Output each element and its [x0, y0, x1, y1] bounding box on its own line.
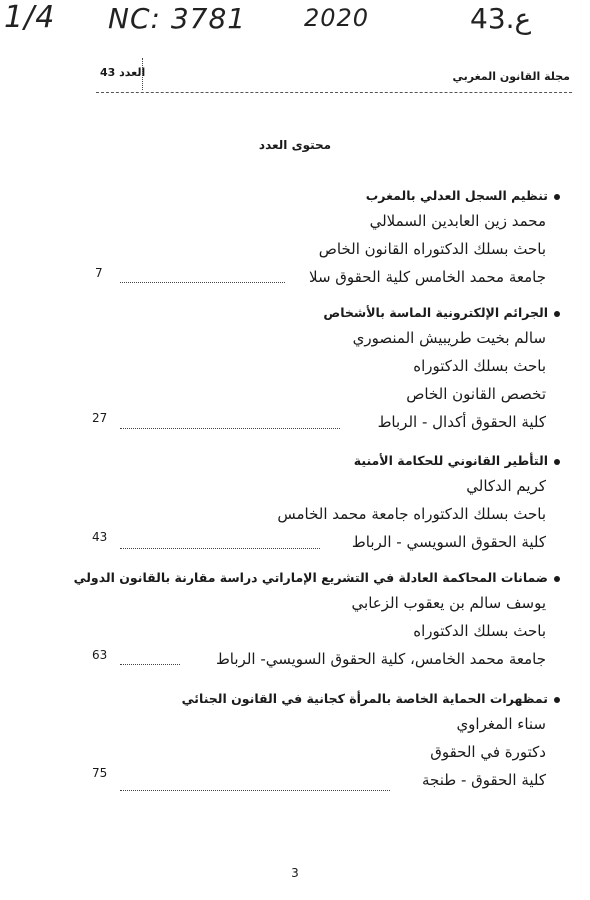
entry-title: الجرائم الإلكترونية الماسة بالأشخاص — [80, 302, 560, 324]
entry-title: التأطير القانوني للحكامة الأمنية — [80, 450, 560, 472]
dot-leader — [120, 282, 285, 283]
entry-author: يوسف سالم بن يعقوب الزعابي — [351, 594, 546, 612]
entry-line: جامعة محمد الخامس كلية الحقوق سلا — [309, 268, 546, 286]
bullet-icon — [554, 459, 560, 465]
handwritten-reference: 43.ع — [470, 2, 532, 35]
header-divider-mark — [142, 58, 144, 90]
entry-title: تمظهرات الحماية الخاصة بالمرأة كجانية في القانون الجنائي — [80, 688, 560, 710]
dot-leader — [120, 790, 390, 791]
bullet-icon — [554, 194, 560, 200]
entry-line: كلية الحقوق - طنجة — [422, 771, 546, 789]
handwritten-year: 2020 — [304, 4, 370, 32]
entry-line: تخصص القانون الخاص — [406, 385, 546, 403]
entry-author: سالم بخيت طريبيش المنصوري — [352, 329, 546, 347]
toc-entry — [80, 688, 560, 794]
dot-leader — [120, 664, 180, 665]
toc-entry — [80, 185, 560, 291]
bullet-icon — [554, 697, 560, 703]
bullet-icon — [554, 576, 560, 582]
handwritten-fraction: 1/4 — [4, 0, 56, 35]
entry-line: جامعة محمد الخامس، كلية الحقوق السويسي- الرباط — [215, 650, 546, 668]
entry-author: كريم الدكالي — [466, 477, 546, 495]
entry-line: باحث بسلك الدكتوراه — [413, 622, 546, 640]
header-rule — [96, 92, 572, 93]
entry-line: باحث بسلك الدكتوراه القانون الخاص — [318, 240, 546, 258]
issue-number: العدد 43 — [100, 66, 146, 79]
entry-line: دكتورة في الحقوق — [430, 743, 546, 761]
toc-entry — [80, 450, 560, 556]
toc-entry — [73, 567, 560, 673]
dot-leader — [120, 428, 340, 429]
page-number: 3 — [291, 866, 299, 880]
journal-title: مجلة القانون المغربي — [452, 70, 570, 83]
entry-author: محمد زين العابدين السملالي — [369, 212, 546, 230]
toc-title: محتوى العدد — [258, 138, 332, 152]
entry-page-number: 75 — [92, 766, 108, 780]
entry-title: ضمانات المحاكمة العادلة في التشريع الإماراتي دراسة مقارنة بالقانون الدولي — [80, 567, 560, 589]
entry-line: باحث بسلك الدكتوراه جامعة محمد الخامس — [277, 505, 546, 523]
toc-entry — [80, 302, 560, 436]
dot-leader — [120, 548, 320, 549]
entry-page-number: 7 — [95, 266, 103, 280]
entry-line: كلية الحقوق السويسي - الرباط — [351, 533, 546, 551]
entry-page-number: 63 — [92, 648, 108, 662]
entry-line: كلية الحقوق أكدال - الرباط — [377, 413, 546, 431]
bullet-icon — [554, 311, 560, 317]
entry-page-number: 43 — [92, 530, 108, 544]
handwritten-catalog-number: NC: 3781 — [108, 2, 247, 35]
entry-line: باحث بسلك الدكتوراه — [413, 357, 546, 375]
entry-title: تنظيم السجل العدلي بالمغرب — [80, 185, 560, 207]
entry-author: سناء المغراوي — [456, 715, 546, 733]
entry-page-number: 27 — [92, 411, 108, 425]
